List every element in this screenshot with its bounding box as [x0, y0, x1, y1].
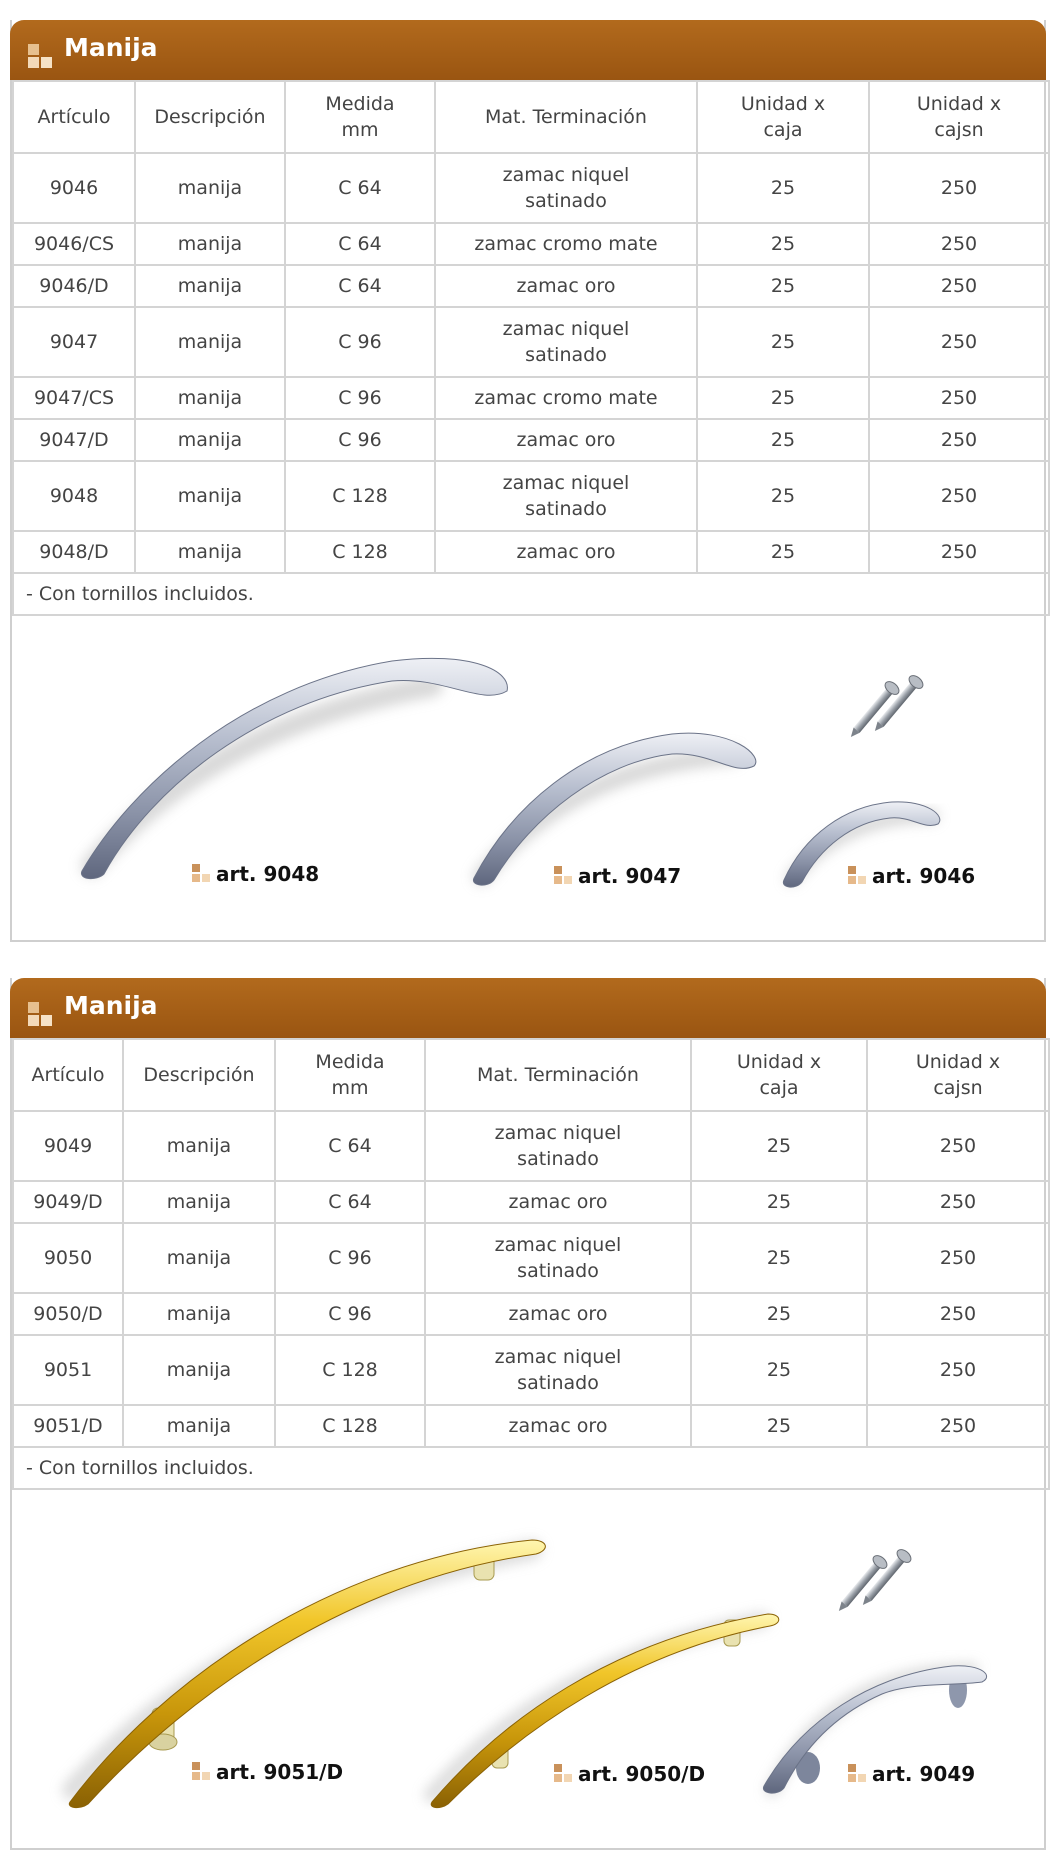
cell-medida: C 64 — [285, 265, 435, 307]
cell-unidad-cajsn: 250 — [869, 461, 1049, 531]
cell-terminacion: zamac niquel satinado — [425, 1223, 691, 1293]
cell-unidad-caja: 25 — [691, 1405, 867, 1447]
table-row — [13, 1181, 1049, 1223]
cell-unidad-cajsn: 250 — [867, 1335, 1049, 1405]
cell-unidad-caja: 25 — [697, 531, 869, 573]
column-header: Mat. Terminación — [435, 81, 697, 153]
cell-articulo: 9046/D — [13, 265, 135, 307]
product-table — [12, 1038, 1050, 1490]
cell-articulo: 9050/D — [13, 1293, 123, 1335]
cell-unidad-cajsn: 250 — [867, 1405, 1049, 1447]
panel-header — [10, 20, 1046, 80]
note-text: - Con tornillos incluidos. — [13, 573, 1049, 615]
table-row — [13, 1335, 1049, 1405]
art-label: art. 9051/D — [216, 1760, 343, 1784]
cell-terminacion: zamac niquel satinado — [425, 1335, 691, 1405]
table-row — [13, 1405, 1049, 1447]
table-row — [13, 377, 1049, 419]
screws-image — [845, 673, 926, 742]
table-row — [13, 1223, 1049, 1293]
column-header: Medida mm — [275, 1039, 425, 1111]
art-label: art. 9048 — [216, 862, 319, 886]
cell-unidad-caja: 25 — [691, 1293, 867, 1335]
cell-terminacion: zamac oro — [435, 531, 697, 573]
cell-articulo: 9046/CS — [13, 223, 135, 265]
cell-articulo: 9051/D — [13, 1405, 123, 1447]
table-row — [13, 1111, 1049, 1181]
column-header: Descripción — [135, 81, 285, 153]
art-label: art. 9049 — [872, 1762, 975, 1786]
cell-articulo: 9047/CS — [13, 377, 135, 419]
cell-unidad-cajsn: 250 — [867, 1223, 1049, 1293]
panel-header — [10, 978, 1046, 1038]
cell-descripcion: manija — [135, 307, 285, 377]
cell-unidad-cajsn: 250 — [869, 419, 1049, 461]
column-header: Medida mm — [285, 81, 435, 153]
cell-articulo: 9047 — [13, 307, 135, 377]
cell-unidad-cajsn: 250 — [869, 265, 1049, 307]
squares-icon — [192, 1762, 212, 1782]
cell-medida: C 64 — [285, 153, 435, 223]
cell-terminacion: zamac oro — [435, 419, 697, 461]
product-photo-area — [12, 1490, 1044, 1810]
table-row — [13, 531, 1049, 573]
cell-descripcion: manija — [135, 223, 285, 265]
cell-articulo: 9048 — [13, 461, 135, 531]
art-label: art. 9046 — [872, 864, 975, 888]
handle-9048-image — [81, 658, 507, 878]
cell-unidad-caja: 25 — [691, 1223, 867, 1293]
art-label: art. 9050/D — [578, 1762, 705, 1786]
cell-descripcion: manija — [135, 265, 285, 307]
table-row — [13, 307, 1049, 377]
cell-unidad-cajsn: 250 — [869, 307, 1049, 377]
column-header: Unidad x cajsn — [869, 81, 1049, 153]
cell-medida: C 128 — [275, 1405, 425, 1447]
cell-descripcion: manija — [123, 1405, 275, 1447]
squares-icon — [192, 864, 212, 884]
cell-medida: C 96 — [285, 307, 435, 377]
screws-image — [833, 1547, 914, 1616]
cell-unidad-caja: 25 — [691, 1111, 867, 1181]
cell-terminacion: zamac niquel satinado — [425, 1111, 691, 1181]
cell-medida: C 128 — [285, 461, 435, 531]
note-row — [13, 1447, 1049, 1489]
column-header: Mat. Terminación — [425, 1039, 691, 1111]
product-panel-1 — [10, 20, 1046, 942]
cell-descripcion: manija — [135, 461, 285, 531]
cell-unidad-cajsn: 250 — [869, 153, 1049, 223]
cell-unidad-caja: 25 — [697, 419, 869, 461]
cell-terminacion: zamac cromo mate — [435, 223, 697, 265]
cell-unidad-caja: 25 — [697, 223, 869, 265]
cell-medida: C 96 — [275, 1293, 425, 1335]
note-text: - Con tornillos incluidos. — [13, 1447, 1049, 1489]
cell-articulo: 9046 — [13, 153, 135, 223]
cell-medida: C 96 — [285, 419, 435, 461]
cell-medida: C 64 — [285, 223, 435, 265]
cell-unidad-cajsn: 250 — [867, 1181, 1049, 1223]
cell-descripcion: manija — [135, 531, 285, 573]
cell-descripcion: manija — [123, 1223, 275, 1293]
squares-icon — [848, 1764, 868, 1784]
cell-terminacion: zamac cromo mate — [435, 377, 697, 419]
column-header: Descripción — [123, 1039, 275, 1111]
cell-unidad-cajsn: 250 — [869, 223, 1049, 265]
cell-medida: C 96 — [275, 1223, 425, 1293]
cell-unidad-caja: 25 — [697, 153, 869, 223]
cell-descripcion: manija — [135, 419, 285, 461]
table-row — [13, 265, 1049, 307]
cell-medida: C 128 — [275, 1335, 425, 1405]
squares-icon — [848, 866, 868, 886]
cell-articulo: 9048/D — [13, 531, 135, 573]
cell-terminacion: zamac oro — [425, 1181, 691, 1223]
product-photo-area — [12, 616, 1044, 934]
cell-medida: C 64 — [275, 1181, 425, 1223]
cell-unidad-cajsn: 250 — [867, 1293, 1049, 1335]
cell-articulo: 9049/D — [13, 1181, 123, 1223]
cell-descripcion: manija — [123, 1293, 275, 1335]
cell-articulo: 9049 — [13, 1111, 123, 1181]
cell-articulo: 9050 — [13, 1223, 123, 1293]
cell-unidad-caja: 25 — [697, 307, 869, 377]
cell-medida: C 128 — [285, 531, 435, 573]
cell-medida: C 96 — [285, 377, 435, 419]
note-row — [13, 573, 1049, 615]
cell-terminacion: zamac oro — [435, 265, 697, 307]
cell-terminacion: zamac niquel satinado — [435, 461, 697, 531]
cell-articulo: 9047/D — [13, 419, 135, 461]
cell-descripcion: manija — [123, 1335, 275, 1405]
cell-descripcion: manija — [123, 1111, 275, 1181]
cell-descripcion: manija — [123, 1181, 275, 1223]
panel-title: Manija — [64, 991, 158, 1020]
cell-descripcion: manija — [135, 377, 285, 419]
column-header: Unidad x caja — [691, 1039, 867, 1111]
table-row — [13, 1293, 1049, 1335]
cell-unidad-cajsn: 250 — [869, 377, 1049, 419]
squares-icon — [554, 866, 574, 886]
table-row — [13, 153, 1049, 223]
squares-logo-icon — [28, 1002, 54, 1028]
panel-title: Manija — [64, 33, 158, 62]
table-row — [13, 461, 1049, 531]
cell-unidad-caja: 25 — [691, 1181, 867, 1223]
table-row — [13, 419, 1049, 461]
cell-descripcion: manija — [135, 153, 285, 223]
cell-articulo: 9051 — [13, 1335, 123, 1405]
column-header: Artículo — [13, 81, 135, 153]
squares-icon — [554, 1764, 574, 1784]
table-header-row — [13, 1039, 1049, 1111]
cell-unidad-caja: 25 — [697, 265, 869, 307]
cell-medida: C 64 — [275, 1111, 425, 1181]
art-label: art. 9047 — [578, 864, 681, 888]
product-table — [12, 80, 1050, 616]
cell-unidad-caja: 25 — [697, 377, 869, 419]
cell-terminacion: zamac niquel satinado — [435, 307, 697, 377]
cell-terminacion: zamac oro — [425, 1405, 691, 1447]
cell-unidad-caja: 25 — [697, 461, 869, 531]
cell-terminacion: zamac oro — [425, 1293, 691, 1335]
cell-unidad-cajsn: 250 — [869, 531, 1049, 573]
cell-unidad-caja: 25 — [691, 1335, 867, 1405]
column-header: Unidad x cajsn — [867, 1039, 1049, 1111]
table-row — [13, 223, 1049, 265]
cell-unidad-cajsn: 250 — [867, 1111, 1049, 1181]
squares-logo-icon — [28, 44, 54, 70]
handle-9047-image — [473, 733, 755, 885]
product-panel-2 — [10, 978, 1046, 1850]
column-header: Artículo — [13, 1039, 123, 1111]
cell-terminacion: zamac niquel satinado — [435, 153, 697, 223]
column-header: Unidad x caja — [697, 81, 869, 153]
table-header-row — [13, 81, 1049, 153]
